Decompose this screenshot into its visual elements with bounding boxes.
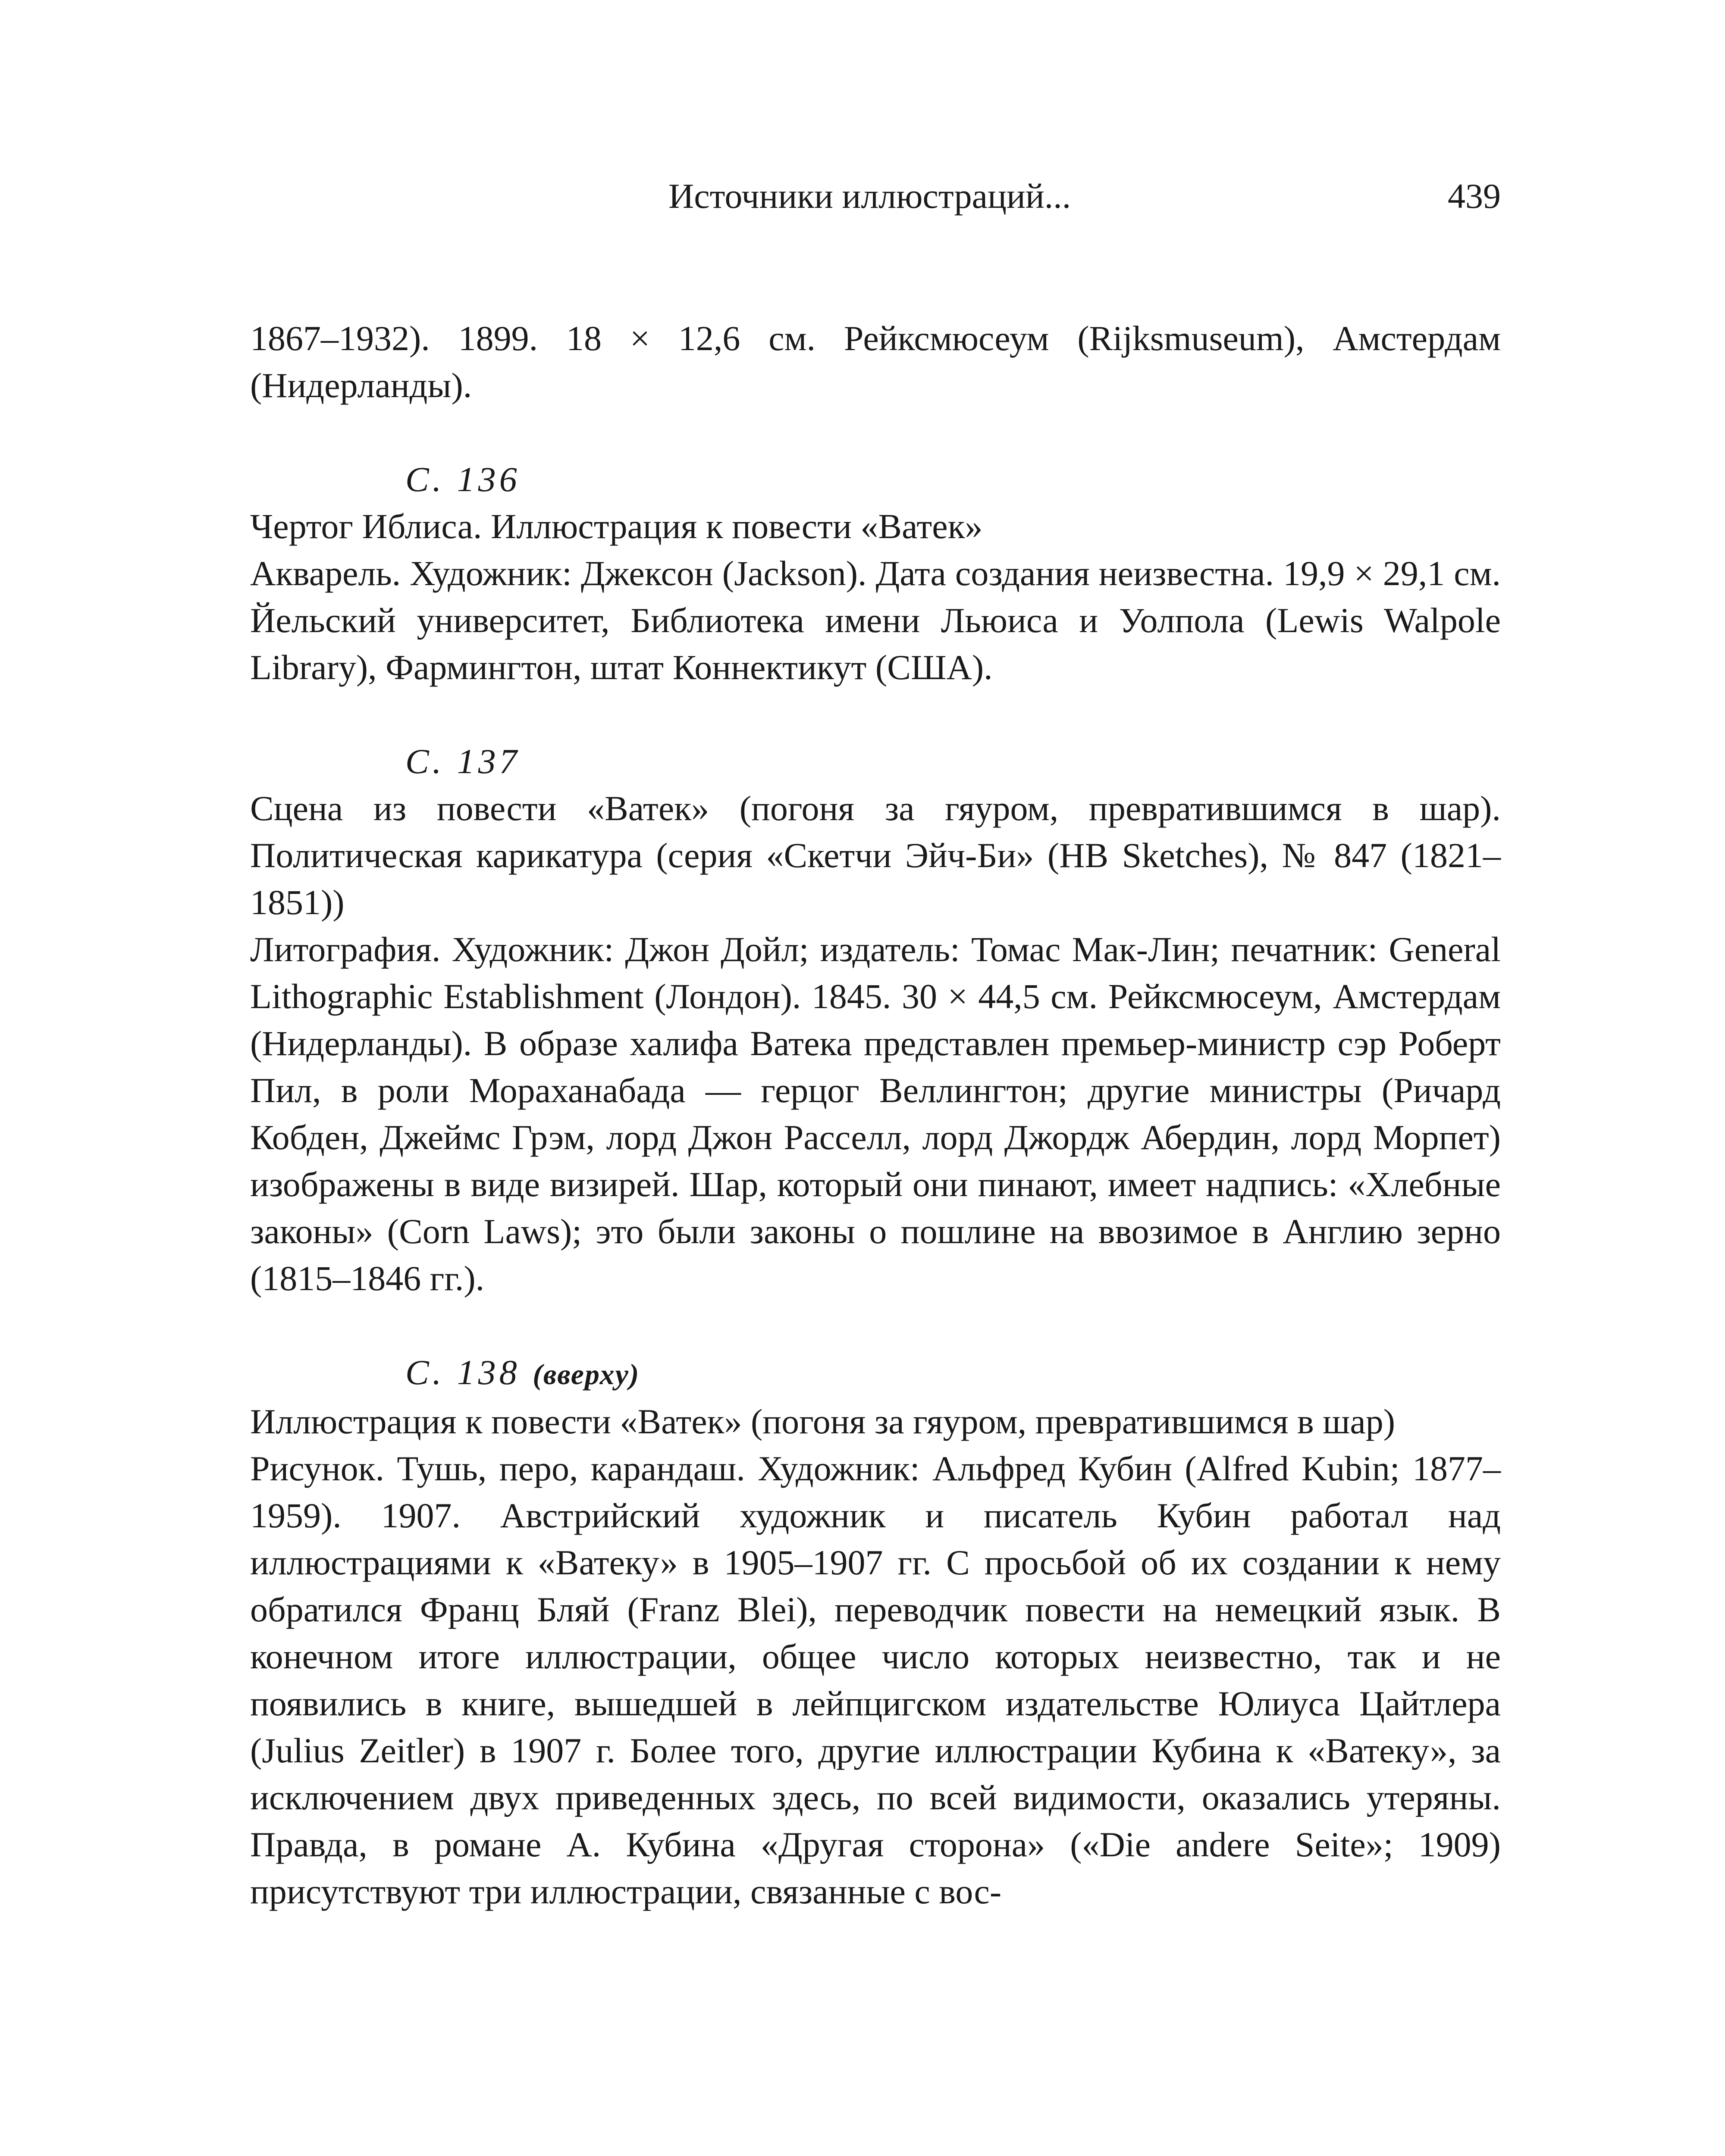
entry-title: Сцена из повести «Ватек» (погоня за гяуром, превратившимся в шар). Политическая карикатура (серия «Скетчи Эйч-Би» (HB Sketches), № 847 (1821–1851)) <box>250 789 1501 922</box>
running-head <box>250 172 1501 220</box>
continuation-paragraph: 1867–1932). 1899. 18 × 12,6 см. Рейксмюсеум (Rijksmuseum), Амстердам (Нидерланды). <box>250 319 1501 405</box>
body-text <box>250 315 1501 1915</box>
entry-page-ref: С. 138 <box>405 1353 521 1392</box>
entry-page-ref: С. 136 <box>405 460 521 499</box>
page-number: 439 <box>1448 176 1501 216</box>
entry-page-138 <box>250 1349 1501 1915</box>
entry-description: Рисунок. Тушь, перо, карандаш. Художник: Альфред Кубин (Alfred Kubin; 1877–1959). 1907. Австрийский художник и писатель Кубин работал над иллюстрациями к «Ватеку» в 1905–1907 гг. С просьбой об их создании к нему обратился Франц Бляй (Franz Blei), переводчик повести на немецкий язык. В конечном итоге иллюстрации, общее число которых неизвестно, так и не появились в книге, вышедшей в лейпцигском издательстве Юлиуса Цайтлера (Julius Zeitler) в 1907 г. Более того, другие иллюстрации Кубина к «Ватеку», за исключением двух приведенных здесь, по всей видимости, оказались утеряны. Правда, в романе А. Кубина «Другая сторона» («Die andere Seite»; 1909) присутствуют три иллюстрации, связанные с вос- <box>250 1449 1501 1911</box>
entry-heading <box>405 456 1501 503</box>
entry-title: Иллюстрация к повести «Ватек» (погоня за гяуром, превратившимся в шар) <box>250 1402 1396 1441</box>
entry-page-ref: С. 137 <box>405 742 521 781</box>
entry-qualifier: (вверху) <box>533 1358 640 1391</box>
entry-heading <box>405 1349 1501 1398</box>
entry-page-137 <box>250 738 1501 1302</box>
entry-title: Чертог Иблиса. Иллюстрация к повести «Ватек» <box>250 507 983 546</box>
running-title: Источники иллюстраций... <box>668 176 1071 216</box>
entry-description: Литография. Художник: Джон Дойл; издатель: Томас Мак-Лин; печатник: General Lithographic Establishment (Лондон). 1845. 30 × 44,5 см. Рейксмюсеум, Амстердам (Нидерланды). В образе халифа Ватека представлен премьер-министр сэр Роберт Пил, в роли Мораханабада — герцог Веллингтон; другие министры (Ричард Кобден, Джеймс Грэм, лорд Джон Расселл, лорд Джордж Абердин, лорд Морпет) изображены в виде визирей. Шар, который они пинают, имеет надпись: «Хлебные законы» (Corn Laws); это были законы о пошлине на ввозимое в Англию зерно (1815–1846 гг.). <box>250 930 1501 1298</box>
entry-page-136 <box>250 456 1501 691</box>
entry-heading <box>405 738 1501 785</box>
entry-description: Акварель. Художник: Джексон (Jackson). Дата создания неизвестна. 19,9 × 29,1 см. Йельский университет, Библиотека имени Льюиса и Уолпола (Lewis Walpole Library), Фармингтон, штат Коннектикут (США). <box>250 554 1501 687</box>
